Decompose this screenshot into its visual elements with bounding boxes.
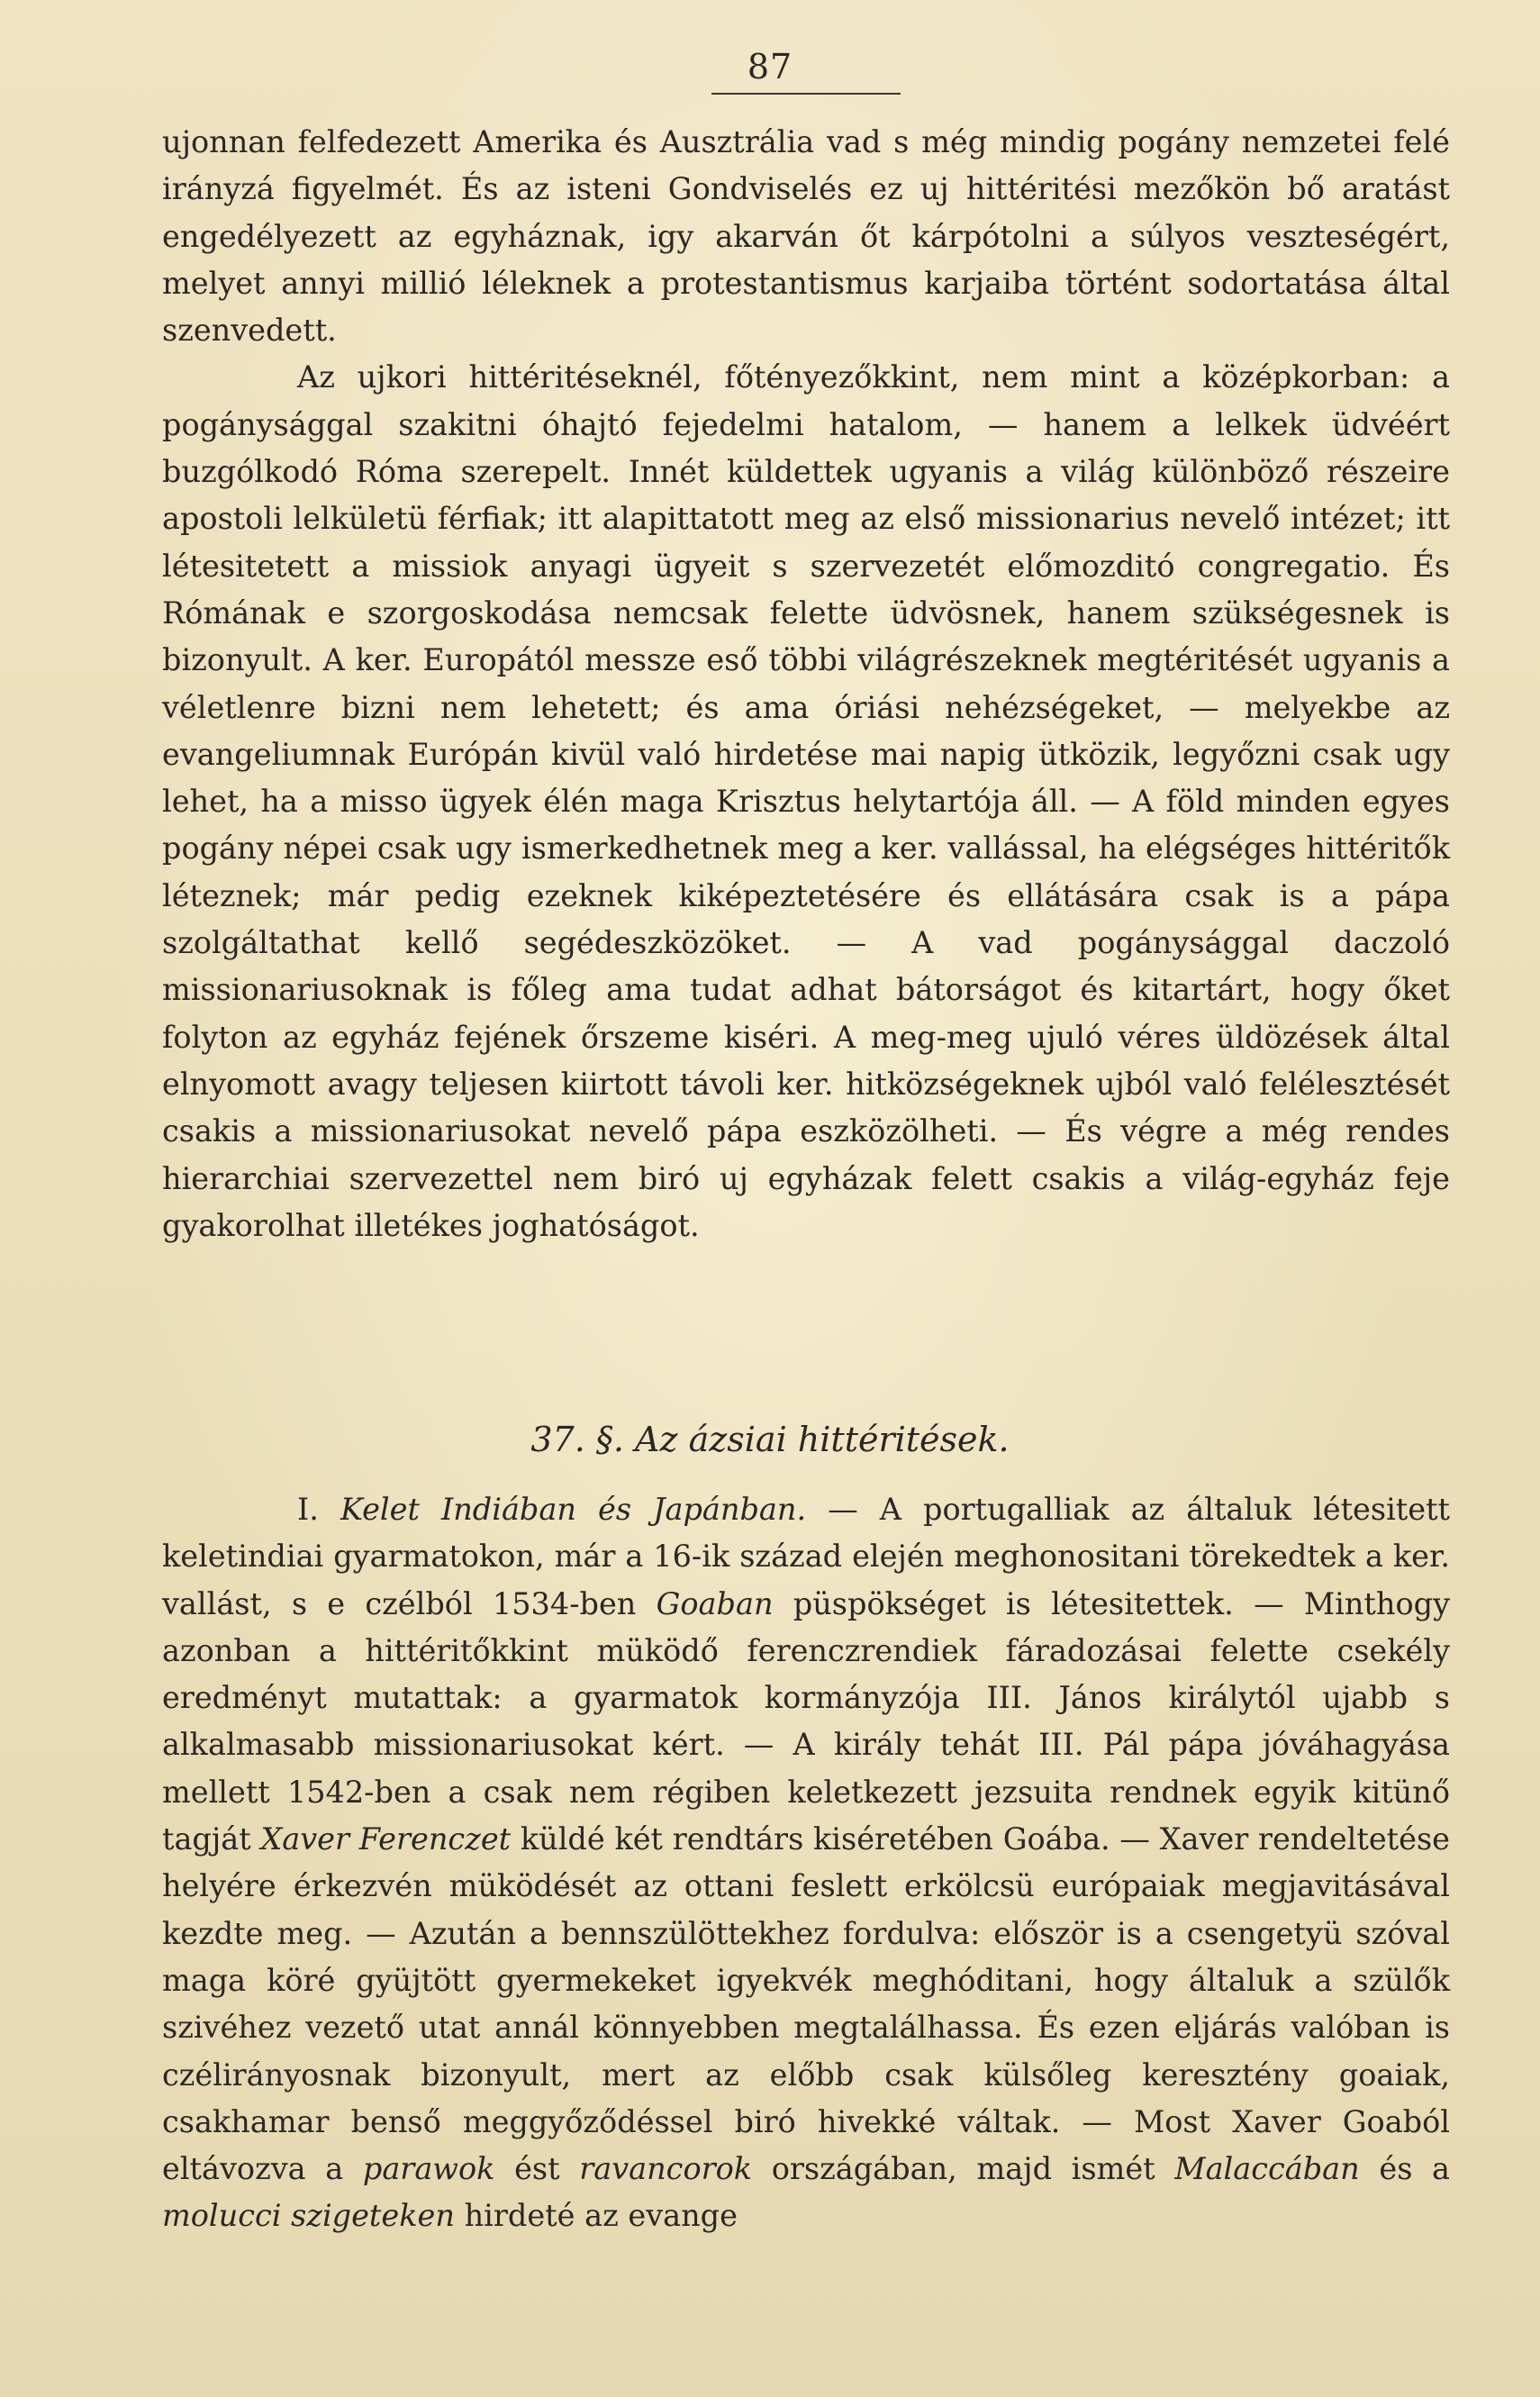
place-malacca: Malaccában: [1174, 2151, 1360, 2187]
page-number: 87: [747, 47, 793, 86]
text-run: küldé két rendtárs kiséretében Goába. — Xaver rendeltetése helyére érkezvén müködését az ottani feslett erkölcsü európaiak megjavitásával kezdte meg. — Azután a bennszülöttekhez fordulva: először is a csengetyü szóval maga köré gyüjtött gyermekeket igyekvék meghóditani, hogy általuk a szülők szivéhez vezető utat annál könnyebben megtalálhassa. És ezen eljárás valóban is czélirányosnak bizonyult, mert az előbb csak külsőleg keresztény goaiak, csakhamar benső meggyőződéssel biró hivekké váltak. — Most Xaver Goaból eltávozva a: [162, 1821, 1450, 2187]
page-number-rule: [711, 93, 901, 95]
section-number: 37. §.: [530, 1420, 624, 1459]
place-molucca-islands: molucci szigeteken: [162, 2198, 455, 2234]
section-title: Az ázsiai hittéritések.: [635, 1420, 1010, 1459]
body-text-upper: [162, 119, 1450, 1249]
person-xaver: Xaver Ferenczet: [260, 1821, 512, 1857]
people-ravancorok: ravancorok: [579, 2151, 753, 2187]
text-run: és a: [1359, 2151, 1450, 2187]
section-heading: [0, 1420, 1540, 1459]
text-run: országában, majd ismét: [752, 2151, 1175, 2187]
subsection-title: Kelet Indiában és Japánban.: [340, 1492, 807, 1527]
body-text-lower: [162, 1486, 1450, 2240]
people-parawok: parawok: [362, 2151, 495, 2187]
paragraph-modern-missions: Az ujkori hittéritéseknél, főtényezőkkint, nem mint a középkorban: a pogánysággal szakitni óhajtó fejedelmi hatalom, — hanem a lelkek üdvéért buzgólkodó Róma szerepelt. Innét küldettek ugyanis a világ különböző részeire apostoli lelkületü férfiak; itt alapittatott meg az első missionarius nevelő intézet; itt létesitetett a missiok anyagi ügyeit s szervezetét előmozditó congregatio. És Rómának e szorgoskodása nemcsak felette üdvösnek, hanem szükségesnek is bizonyult. A ker. Europától messze eső többi világrészeknek megtéritését ugyanis a véletlenre bizni nem lehetett; és ama óriási nehézségeket, — melyekbe az evangeliumnak Európán kivül való hirdetése mai napig ütközik, legyőzni csak ugy lehet, ha a misso ügyek élén maga Krisztus helytartója áll. — A föld minden egyes pogány népei csak ugy ismerkedhetnek meg a ker. vallással, ha elégséges hittéritők léteznek; már pedig ezeknek kiképeztetésére és ellátására csak is a pápa szolgáltathat kellő segédeszközöket. — A vad pogánysággal daczoló missionariusoknak is főleg ama tudat adhat bátorságot és kitartárt, hogy őket folyton az egyház fejének őrszeme kiséri. A meg-meg ujuló véres üldözések által elnyomott avagy teljesen kiirtott távoli ker. hitközségeknek ujból való felélesztését csakis a missionariusokat nevelő pápa eszközölheti. — És végre a még rendes hierarchiai szervezettel nem biró uj egyházak felett csakis a világ-egyház feje gyakorolhat illetékes joghatóságot.: [162, 359, 1450, 1243]
paragraph-east-india: [162, 1486, 1450, 2240]
place-goa: Goaban: [656, 1585, 774, 1621]
subsection-roman-numeral: I.: [297, 1492, 319, 1527]
text-run: püspökséget is létesitettek. — Minthogy azonban a hittéritőkkint müködő ferenczrendiek fáradozásai felette csekély eredményt mutattak: a gyarmatok kormányzója III. János királytól ujabb s alkalmasabb missionariusokat kért. — A király tehát III. Pál pápa jóváhagyása mellett 1542-ben a csak nem régiben keletkezett jezsuita rendnek egyik kitünő tagját: [162, 1585, 1450, 1857]
text-run: — A portugalliak az általuk létesitett keletindiai gyarmatokon, már a 16-ik század elején meghonositani törekedtek a ker. vallást, s e czélból 1534-ben: [162, 1492, 1451, 1621]
paragraph-continuation: ujonnan felfedezett Amerika és Ausztrália vad s még mindig pogány nemzetei felé irányzá figyelmét. És az isteni Gondviselés ez uj hittéritési mezőkön bő aratást engedélyezett az egyháznak, igy akarván őt kárpótolni a súlyos veszteségért, melyet annyi millió léleknek a protestantismus karjaiba történt sodortatása által szenvedett.: [162, 124, 1450, 349]
text-run: hirdeté az evange: [454, 2198, 738, 2234]
text-run: ést: [494, 2151, 580, 2187]
